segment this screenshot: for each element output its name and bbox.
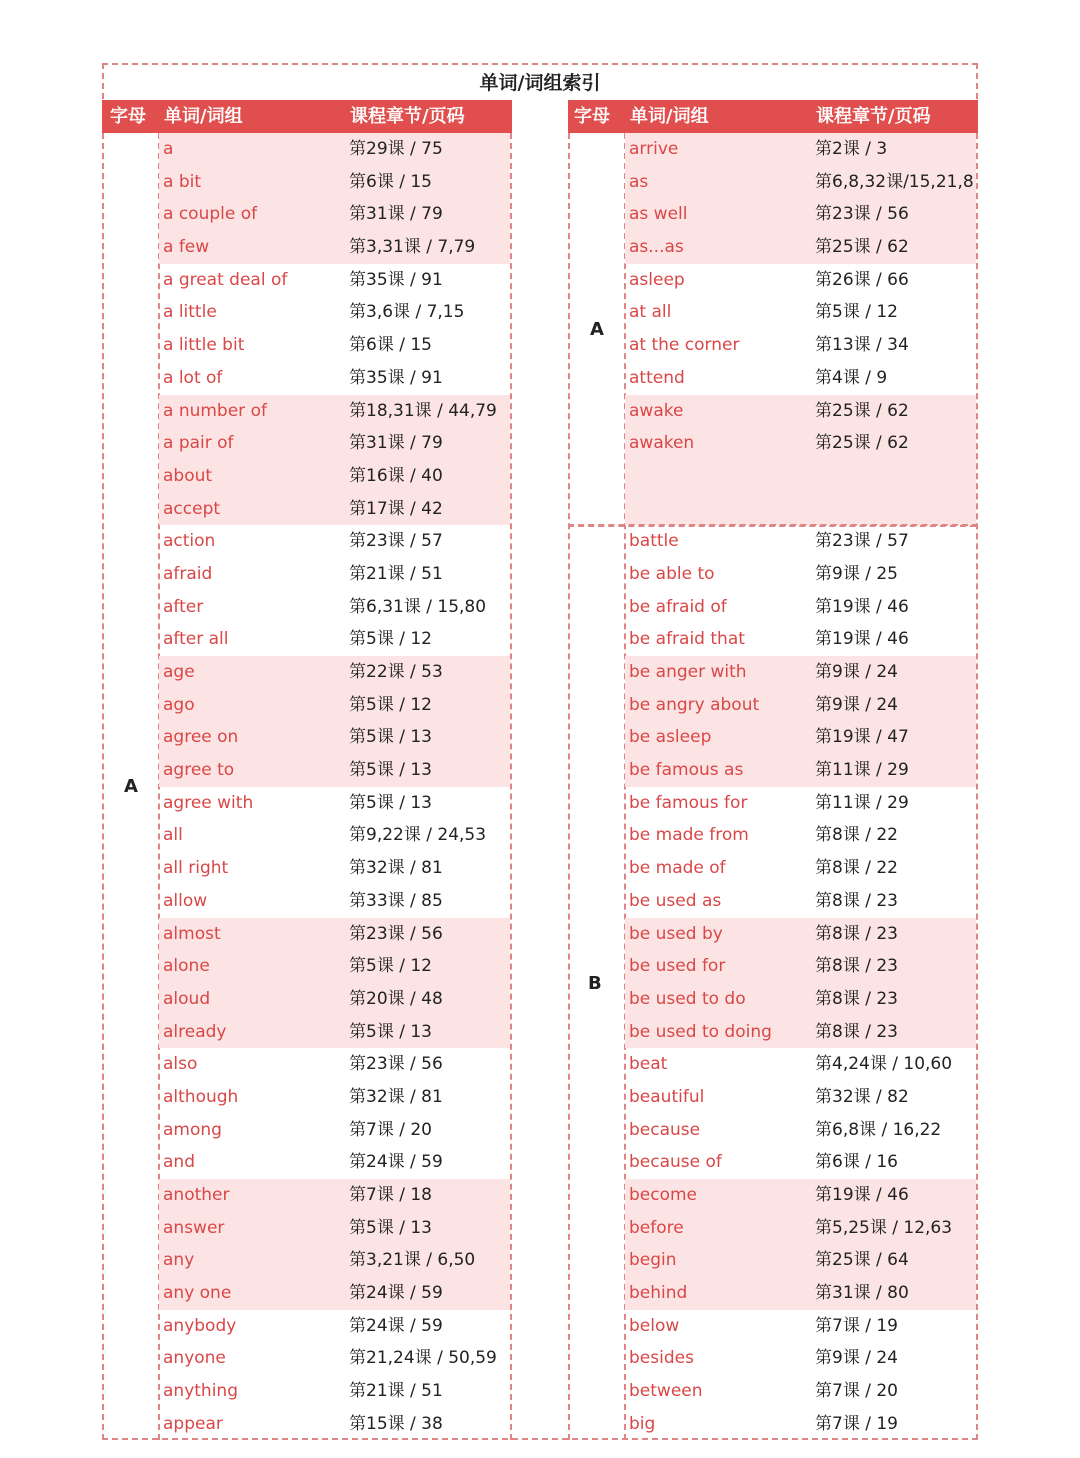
table-row xyxy=(625,427,976,460)
word-cell: big xyxy=(629,1413,656,1434)
chapter-cell: 第6,31课 / 15,80 xyxy=(349,596,487,617)
word-cell: after xyxy=(163,596,204,617)
chapter-cell: 第23课 / 56 xyxy=(349,1054,443,1075)
word-cell: awake xyxy=(629,400,684,421)
word-cell: any xyxy=(163,1250,195,1271)
word-cell: behind xyxy=(629,1283,688,1304)
table-row xyxy=(159,1081,510,1114)
table-row xyxy=(159,1114,510,1147)
chapter-cell: 第35课 / 91 xyxy=(349,269,443,290)
table-row xyxy=(625,264,976,297)
chapter-cell: 第23课 / 56 xyxy=(349,923,443,944)
word-cell: agree on xyxy=(163,727,239,748)
table-row xyxy=(625,1277,976,1310)
chapter-cell: 第25课 / 62 xyxy=(815,400,909,421)
word-cell: become xyxy=(629,1185,698,1205)
chapter-cell: 第7课 / 20 xyxy=(815,1381,898,1402)
table-row xyxy=(625,1146,976,1179)
chapter-cell: 第31课 / 79 xyxy=(349,433,443,454)
chapter-cell: 第24课 / 59 xyxy=(349,1283,443,1304)
table-row xyxy=(625,1244,976,1277)
table-row xyxy=(159,1212,510,1245)
table-row xyxy=(625,1016,976,1049)
table-row xyxy=(159,395,510,428)
word-cell: before xyxy=(629,1217,684,1238)
table-row xyxy=(625,754,976,787)
table-row xyxy=(625,852,976,885)
word-cell: afraid xyxy=(163,563,213,584)
chapter-cell: 第8课 / 22 xyxy=(815,858,898,879)
word-cell: allow xyxy=(163,890,208,911)
chapter-cell: 第6,8课 / 16,22 xyxy=(815,1119,942,1140)
chapter-cell: 第21,24课 / 50,59 xyxy=(349,1348,497,1369)
chapter-cell: 第19课 / 46 xyxy=(815,629,909,650)
letter-cell: B xyxy=(568,525,976,1440)
table-row xyxy=(159,1146,510,1179)
table-row xyxy=(159,623,510,656)
table-row xyxy=(625,296,976,329)
table-row xyxy=(625,1408,976,1441)
table-row xyxy=(625,1212,976,1245)
chapter-cell: 第35课 / 91 xyxy=(349,367,443,388)
table-row xyxy=(159,721,510,754)
table-row xyxy=(625,656,976,689)
word-cell: anybody xyxy=(163,1315,237,1336)
chapter-cell: 第6,8,32课/15,21,8 xyxy=(815,171,974,192)
chapter-cell: 第8课 / 23 xyxy=(815,1021,898,1042)
header-chapter: 课程章节/页码 xyxy=(350,106,465,127)
table-row xyxy=(625,950,976,983)
word-cell: agree with xyxy=(163,792,254,813)
chapter-cell: 第15课 / 38 xyxy=(349,1413,443,1434)
word-cell: and xyxy=(163,1152,195,1173)
word-cell: be used for xyxy=(629,956,726,977)
word-cell: as...as xyxy=(629,237,684,258)
header-letter: 字母 xyxy=(110,106,146,127)
table-row xyxy=(625,1342,976,1375)
page-title: 单词/词组索引 xyxy=(479,72,601,94)
chapter-cell: 第20课 / 48 xyxy=(349,988,443,1009)
chapter-cell: 第5课 / 13 xyxy=(349,760,432,781)
word-cell: be famous for xyxy=(629,792,748,813)
table-row xyxy=(625,558,976,591)
table-row xyxy=(625,1179,976,1212)
word-cell: answer xyxy=(163,1217,225,1238)
word-cell: be asleep xyxy=(629,727,712,748)
chapter-cell: 第6课 / 15 xyxy=(349,335,432,356)
table-row xyxy=(625,918,976,951)
header-word: 单词/词组 xyxy=(630,106,709,127)
word-cell: a xyxy=(163,139,174,159)
header-word: 单词/词组 xyxy=(164,106,243,127)
chapter-cell: 第25课 / 64 xyxy=(815,1250,909,1271)
word-cell: be afraid that xyxy=(629,629,745,650)
chapter-cell: 第7课 / 19 xyxy=(815,1315,898,1336)
table-row xyxy=(625,983,976,1016)
table-row xyxy=(159,852,510,885)
word-cell: aloud xyxy=(163,988,211,1009)
letter-cell: A xyxy=(124,776,138,797)
word-cell: be made of xyxy=(629,858,726,879)
word-cell: appear xyxy=(163,1413,223,1434)
word-cell: action xyxy=(163,531,216,552)
chapter-cell: 第31课 / 79 xyxy=(349,204,443,225)
table-row xyxy=(159,427,510,460)
chapter-cell: 第22课 / 53 xyxy=(349,662,443,682)
word-cell: because xyxy=(629,1119,701,1140)
table-row xyxy=(159,133,510,166)
table-row xyxy=(625,460,976,493)
chapter-cell: 第13课 / 34 xyxy=(815,335,909,356)
word-cell: a bit xyxy=(163,171,202,192)
chapter-cell: 第4,24课 / 10,60 xyxy=(815,1054,953,1075)
word-cell: because of xyxy=(629,1152,722,1173)
chapter-cell: 第23课 / 57 xyxy=(815,531,909,552)
table-row xyxy=(159,983,510,1016)
chapter-cell: 第6课 / 16 xyxy=(815,1152,898,1173)
chapter-cell: 第26课 / 66 xyxy=(815,269,909,290)
word-cell: all right xyxy=(163,858,229,879)
chapter-cell: 第25课 / 62 xyxy=(815,237,909,258)
table-row xyxy=(625,395,976,428)
table-row xyxy=(159,656,510,689)
word-cell: a couple of xyxy=(163,204,258,225)
table-row xyxy=(159,231,510,264)
word-cell: all xyxy=(163,825,183,846)
chapter-cell: 第8课 / 23 xyxy=(815,890,898,911)
word-cell: a pair of xyxy=(163,433,234,454)
chapter-cell: 第7课 / 20 xyxy=(349,1119,432,1140)
chapter-cell: 第7课 / 18 xyxy=(349,1185,432,1205)
table-row xyxy=(159,1179,510,1212)
chapter-cell: 第5课 / 12 xyxy=(349,629,432,650)
word-cell: alone xyxy=(163,956,210,977)
chapter-cell: 第11课 / 29 xyxy=(815,792,909,813)
word-cell: almost xyxy=(163,923,221,944)
word-cell: at all xyxy=(629,302,672,323)
word-cell: beautiful xyxy=(629,1086,705,1107)
word-cell: a great deal of xyxy=(163,269,288,290)
table-row xyxy=(159,166,510,199)
word-cell: anything xyxy=(163,1381,238,1402)
left-header-bar xyxy=(102,100,512,133)
word-cell: be made from xyxy=(629,825,749,846)
word-cell: begin xyxy=(629,1250,677,1271)
word-cell: battle xyxy=(629,531,679,552)
table-row xyxy=(625,493,976,526)
table-row xyxy=(159,1277,510,1310)
table-row xyxy=(625,1310,976,1343)
word-cell: be angry about xyxy=(629,694,760,715)
table-row xyxy=(159,950,510,983)
chapter-cell: 第23课 / 57 xyxy=(349,531,443,552)
chapter-cell: 第2课 / 3 xyxy=(815,139,888,159)
table-row xyxy=(159,264,510,297)
word-cell: besides xyxy=(629,1348,694,1369)
word-cell: also xyxy=(163,1054,198,1075)
chapter-cell: 第29课 / 75 xyxy=(349,139,443,159)
chapter-cell: 第3,31课 / 7,79 xyxy=(349,237,476,258)
right-rows xyxy=(625,133,976,1441)
table-row xyxy=(159,1342,510,1375)
chapter-cell: 第18,31课 / 44,79 xyxy=(349,400,497,421)
table-row xyxy=(625,623,976,656)
word-cell: any one xyxy=(163,1283,232,1304)
table-row xyxy=(625,819,976,852)
table-row xyxy=(159,819,510,852)
table-row xyxy=(159,591,510,624)
table-row xyxy=(159,460,510,493)
chapter-cell: 第32课 / 81 xyxy=(349,1086,443,1107)
chapter-cell: 第5课 / 12 xyxy=(815,302,898,323)
table-row xyxy=(159,329,510,362)
chapter-cell: 第7课 / 19 xyxy=(815,1413,898,1434)
word-cell: about xyxy=(163,465,213,486)
table-row xyxy=(625,721,976,754)
header-letter: 字母 xyxy=(574,106,610,127)
chapter-cell: 第21课 / 51 xyxy=(349,1381,443,1402)
word-cell: awaken xyxy=(629,433,695,454)
table-row xyxy=(625,166,976,199)
chapter-cell: 第8课 / 23 xyxy=(815,923,898,944)
chapter-cell: 第25课 / 62 xyxy=(815,433,909,454)
header-chapter: 课程章节/页码 xyxy=(816,106,931,127)
table-row xyxy=(625,525,976,558)
word-cell: be anger with xyxy=(629,662,747,682)
word-cell: asleep xyxy=(629,269,685,290)
chapter-cell: 第24课 / 59 xyxy=(349,1315,443,1336)
chapter-cell: 第9,22课 / 24,53 xyxy=(349,825,487,846)
chapter-cell: 第16课 / 40 xyxy=(349,465,443,486)
word-cell: be used to do xyxy=(629,988,746,1009)
chapter-cell: 第32课 / 81 xyxy=(349,858,443,879)
word-cell: between xyxy=(629,1381,703,1402)
chapter-cell: 第5课 / 12 xyxy=(349,694,432,715)
chapter-cell: 第24课 / 59 xyxy=(349,1152,443,1173)
letter-cell: A xyxy=(590,318,604,340)
chapter-cell: 第3,6课 / 7,15 xyxy=(349,302,465,323)
chapter-cell: 第9课 / 24 xyxy=(815,662,898,682)
table-row xyxy=(159,1375,510,1408)
table-row xyxy=(159,1048,510,1081)
chapter-cell: 第17课 / 42 xyxy=(349,498,443,519)
word-cell: be able to xyxy=(629,563,715,584)
table-row xyxy=(159,689,510,722)
word-cell: age xyxy=(163,662,195,682)
chapter-cell: 第8课 / 23 xyxy=(815,988,898,1009)
chapter-cell: 第8课 / 22 xyxy=(815,825,898,846)
chapter-cell: 第5,25课 / 12,63 xyxy=(815,1217,953,1238)
word-cell: although xyxy=(163,1086,239,1107)
chapter-cell: 第9课 / 25 xyxy=(815,563,898,584)
chapter-cell: 第19课 / 47 xyxy=(815,727,909,748)
chapter-cell: 第9课 / 24 xyxy=(815,1348,898,1369)
table-row xyxy=(159,525,510,558)
chapter-cell: 第5课 / 13 xyxy=(349,727,432,748)
word-cell: be used by xyxy=(629,923,723,944)
chapter-cell: 第9课 / 24 xyxy=(815,694,898,715)
word-cell: accept xyxy=(163,498,221,519)
table-row xyxy=(625,1375,976,1408)
table-row xyxy=(625,885,976,918)
chapter-cell: 第19课 / 46 xyxy=(815,596,909,617)
table-row xyxy=(625,329,976,362)
table-row xyxy=(159,198,510,231)
word-cell: a little bit xyxy=(163,335,245,356)
chapter-cell: 第31课 / 80 xyxy=(815,1283,909,1304)
word-cell: arrive xyxy=(629,139,679,159)
table-row xyxy=(159,362,510,395)
word-cell: another xyxy=(163,1185,230,1205)
word-cell: be used as xyxy=(629,890,722,911)
table-row xyxy=(625,1081,976,1114)
table-row xyxy=(159,787,510,820)
chapter-cell: 第32课 / 82 xyxy=(815,1086,909,1107)
word-cell: at the corner xyxy=(629,335,740,356)
word-cell: attend xyxy=(629,367,685,388)
chapter-cell: 第6课 / 15 xyxy=(349,171,432,192)
word-cell: a lot of xyxy=(163,367,223,388)
word-cell: ago xyxy=(163,694,195,715)
left-rows xyxy=(159,133,510,1441)
word-cell: a little xyxy=(163,302,217,323)
chapter-cell: 第21课 / 51 xyxy=(349,563,443,584)
table-row xyxy=(159,1016,510,1049)
chapter-cell: 第4课 / 9 xyxy=(815,367,888,388)
chapter-cell: 第5课 / 13 xyxy=(349,792,432,813)
right-header-bar xyxy=(568,100,978,133)
table-row xyxy=(159,754,510,787)
table-row xyxy=(159,885,510,918)
word-cell: below xyxy=(629,1315,680,1336)
table-row xyxy=(159,296,510,329)
chapter-cell: 第3,21课 / 6,50 xyxy=(349,1250,476,1271)
word-cell: be famous as xyxy=(629,760,744,781)
chapter-cell: 第5课 / 13 xyxy=(349,1021,432,1042)
word-cell: already xyxy=(163,1021,227,1042)
table-row xyxy=(625,591,976,624)
table-row xyxy=(625,198,976,231)
table-row xyxy=(159,1408,510,1441)
word-cell: as xyxy=(629,171,649,192)
table-row xyxy=(625,362,976,395)
chapter-cell: 第11课 / 29 xyxy=(815,760,909,781)
table-row xyxy=(625,133,976,166)
section-divider xyxy=(568,524,978,526)
chapter-cell: 第5课 / 12 xyxy=(349,956,432,977)
word-cell: as well xyxy=(629,204,688,225)
table-row xyxy=(625,231,976,264)
chapter-cell: 第5课 / 13 xyxy=(349,1217,432,1238)
table-row xyxy=(159,493,510,526)
table-row xyxy=(159,1310,510,1343)
word-cell: agree to xyxy=(163,760,235,781)
word-cell: anyone xyxy=(163,1348,226,1369)
word-cell: be used to doing xyxy=(629,1021,772,1042)
word-cell: be afraid of xyxy=(629,596,727,617)
word-cell: a few xyxy=(163,237,210,258)
word-cell: beat xyxy=(629,1054,668,1075)
table-row xyxy=(159,558,510,591)
table-row xyxy=(625,689,976,722)
word-cell: among xyxy=(163,1119,222,1140)
chapter-cell: 第23课 / 56 xyxy=(815,204,909,225)
chapter-cell: 第33课 / 85 xyxy=(349,890,443,911)
table-row xyxy=(625,787,976,820)
table-row xyxy=(625,1048,976,1081)
word-cell: a number of xyxy=(163,400,267,421)
table-row xyxy=(159,1244,510,1277)
chapter-cell: 第19课 / 46 xyxy=(815,1185,909,1205)
table-row xyxy=(625,1114,976,1147)
word-cell: after all xyxy=(163,629,229,650)
table-row xyxy=(159,918,510,951)
chapter-cell: 第8课 / 23 xyxy=(815,956,898,977)
